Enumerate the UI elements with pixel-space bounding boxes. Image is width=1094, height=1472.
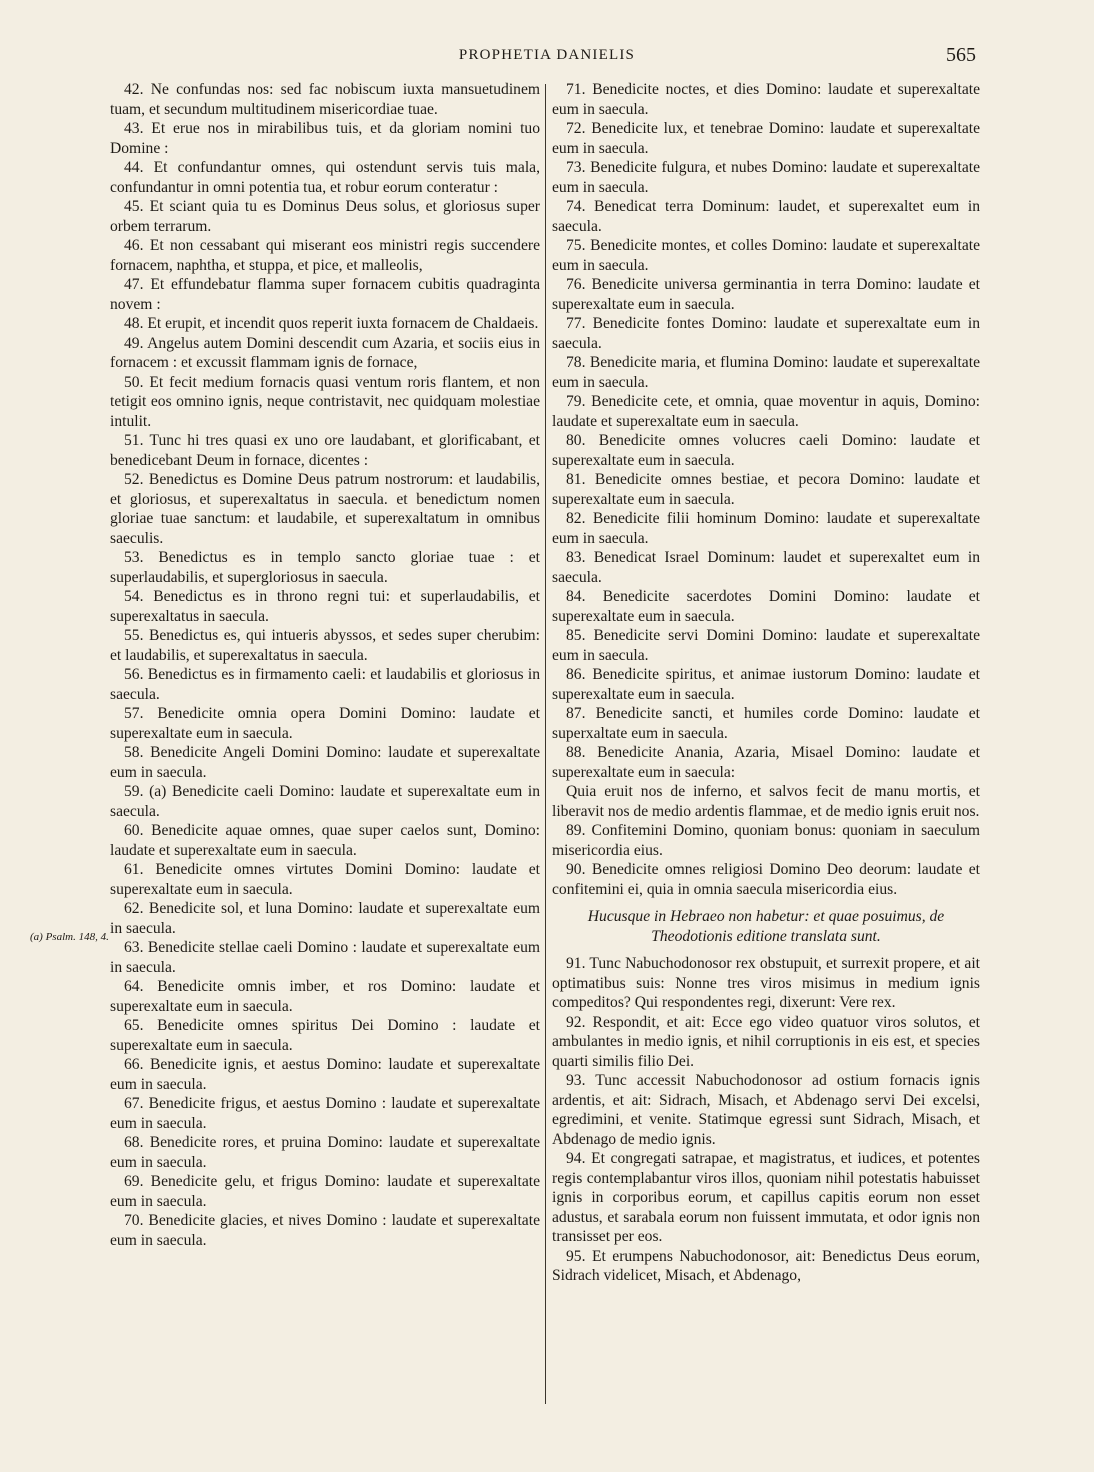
- verse-paragraph: 60. Benedicite aquae omnes, quae super caelos sunt, Domino: laudate et superexaltate eum in saecula.: [110, 822, 540, 859]
- verse-paragraph: 88. Benedicite Anania, Azaria, Misael Domino: laudate et superexaltate eum in saecula:: [552, 744, 980, 781]
- verse-paragraph: 44. Et confundantur omnes, qui ostendunt servis tuis mala, confundantur in omni potentia tua, et robur eorum conteratur :: [110, 159, 540, 196]
- verse-paragraph: 80. Benedicite omnes volucres caeli Domino: laudate et superexaltate eum in saecula.: [552, 432, 980, 469]
- verse-paragraph: 76. Benedicite universa germinantia in terra Domino: laudate et superexaltate eum in saecula.: [552, 276, 980, 313]
- verse-paragraph: 64. Benedicite omnis imber, et ros Domino: laudate et superexaltate eum in saecula.: [110, 978, 540, 1015]
- left-column: [110, 80, 540, 1250]
- verse-paragraph: Quia eruit nos de inferno, et salvos fecit de manu mortis, et liberavit nos de medio ardentis flammae, et de medio ignis eruit nos.: [552, 783, 980, 820]
- right-column: [552, 80, 980, 1286]
- verse-paragraph: 71. Benedicite noctes, et dies Domino: laudate et superexaltate eum in saecula.: [552, 81, 980, 118]
- verse-paragraph: 89. Confitemini Domino, quoniam bonus: quoniam in saeculum misericordia eius.: [552, 822, 980, 859]
- editorial-note: Hucusque in Hebraeo non habetur: et quae posuimus, de Theodotionis editione translata sunt.: [587, 908, 945, 945]
- verse-paragraph: 74. Benedicat terra Dominum: laudet, et superexaltet eum in saecula.: [552, 198, 980, 235]
- verse-paragraph: 55. Benedictus es, qui intueris abyssos, et sedes super cherubim: et laudabilis, et superexaltatus in saecula.: [110, 627, 540, 664]
- verse-paragraph: 56. Benedictus es in firmamento caeli: et laudabilis et gloriosus in saecula.: [110, 666, 540, 703]
- verse-paragraph: 68. Benedicite rores, et pruina Domino: laudate et superexaltate eum in saecula.: [110, 1134, 540, 1171]
- verse-paragraph: 86. Benedicite spiritus, et animae iustorum Domino: laudate et superexaltate eum in saecula.: [552, 666, 980, 703]
- verse-paragraph: 92. Respondit, et ait: Ecce ego video quatuor viros solutos, et ambulantes in medio ignis, et nihil corruptionis in eis est, et species quarti similis filio Dei.: [552, 1013, 980, 1070]
- verse-paragraph: 54. Benedictus es in throno regni tui: et superlaudabilis, et superexaltatus in saecula.: [110, 588, 540, 625]
- verse-paragraph: 59. (a) Benedicite caeli Domino: laudate et superexaltate eum in saecula.: [110, 783, 540, 820]
- verse-paragraph: 57. Benedicite omnia opera Domini Domino: laudate et superexaltate eum in saecula.: [110, 705, 540, 742]
- verse-paragraph: 50. Et fecit medium fornacis quasi ventum roris flantem, et non tetigit eos omnino ignis, neque contristavit, nec quidquam molestiae intulit.: [110, 373, 540, 430]
- verse-paragraph: 70. Benedicite glacies, et nives Domino : laudate et superexaltate eum in saecula.: [110, 1212, 540, 1249]
- verse-paragraph: 91. Tunc Nabuchodonosor rex obstupuit, et surrexit propere, et ait optimatibus suis: Nonne tres viros misimus in medium ignis compeditos? Qui respondentes regi, dixerunt: Vere rex.: [552, 955, 980, 1011]
- verse-paragraph: 81. Benedicite omnes bestiae, et pecora Domino: laudate et superexaltate eum in saecula.: [552, 471, 980, 508]
- verse-paragraph: 42. Ne confundas nos: sed fac nobiscum iuxta mansuetudinem tuam, et secundum multitudinem misericordiae tuae.: [110, 81, 540, 118]
- verse-paragraph: 62. Benedicite sol, et luna Domino: laudate et superexaltate eum in saecula.: [110, 900, 540, 937]
- running-header: PROPHETIA DANIELIS: [458, 47, 636, 63]
- verse-paragraph: 73. Benedicite fulgura, et nubes Domino: laudate et superexaltate eum in saecula.: [552, 159, 980, 196]
- verse-paragraph: 93. Tunc accessit Nabuchodonosor ad ostium fornacis ignis ardentis, et ait: Sidrach, Misach, et Abdenago servi Dei excelsi, egredimini, et venite. Statimque egressi sunt Sidrach, Misach, et Abdenago de medio ignis.: [552, 1072, 980, 1148]
- verse-paragraph: 69. Benedicite gelu, et frigus Domino: laudate et superexaltate eum in saecula.: [110, 1173, 540, 1210]
- verse-paragraph: 75. Benedicite montes, et colles Domino: laudate et superexaltate eum in saecula.: [552, 237, 980, 274]
- verse-paragraph: 90. Benedicite omnes religiosi Domino Deo deorum: laudate et confitemini ei, quia in omnia saecula misericordia eius.: [552, 861, 980, 898]
- verse-paragraph: 53. Benedictus es in templo sancto gloriae tuae : et superlaudabilis, et supergloriosus in saecula.: [110, 549, 540, 586]
- verse-paragraph: 46. Et non cessabant qui miserant eos ministri regis succendere fornacem, naphtha, et stuppa, et pice, et malleolis,: [110, 237, 540, 274]
- verse-paragraph: 47. Et effundebatur flamma super fornacem cubitis quadraginta novem :: [110, 276, 540, 313]
- verse-paragraph: 67. Benedicite frigus, et aestus Domino : laudate et superexaltate eum in saecula.: [110, 1095, 540, 1132]
- verse-paragraph: 45. Et sciant quia tu es Dominus Deus solus, et gloriosus super orbem terrarum.: [110, 198, 540, 235]
- verse-paragraph: 66. Benedicite ignis, et aestus Domino: laudate et superexaltate eum in saecula.: [110, 1056, 540, 1093]
- verse-paragraph: 43. Et erue nos in mirabilibus tuis, et da gloriam nomini tuo Domine :: [110, 120, 540, 157]
- verse-paragraph: 94. Et congregati satrapae, et magistratus, et iudices, et potentes regis contemplabantur viros illos, quoniam nihil potestatis habuisset ignis in corporibus eorum, et capillus capitis eorum non esset adustus, et sarabala eorum non fuissent immutata, et odor ignis non transisset per eos.: [552, 1150, 980, 1245]
- verse-paragraph: 84. Benedicite sacerdotes Domini Domino: laudate et superexaltate eum in saecula.: [552, 588, 980, 625]
- verse-paragraph: 78. Benedicite maria, et flumina Domino: laudate et superexaltate eum in saecula.: [552, 354, 980, 391]
- verse-paragraph: 82. Benedicite filii hominum Domino: laudate et superexaltate eum in saecula.: [552, 510, 980, 547]
- verse-paragraph: 72. Benedicite lux, et tenebrae Domino: laudate et superexaltate eum in saecula.: [552, 120, 980, 157]
- verse-paragraph: 87. Benedicite sancti, et humiles corde Domino: laudate et superxaltate eum in saecula.: [552, 705, 980, 742]
- verse-paragraph: 83. Benedicat Israel Dominum: laudet et superexaltet eum in saecula.: [552, 549, 980, 586]
- page-number: 565: [946, 44, 976, 66]
- verse-paragraph: 51. Tunc hi tres quasi ex uno ore laudabant, et glorificabant, et benedicebant Deum in fornace, dicentes :: [110, 432, 540, 469]
- verse-paragraph: 95. Et erumpens Nabuchodonosor, ait: Benedictus Deus eorum, Sidrach videlicet, Misach, et Abdenago,: [552, 1247, 980, 1284]
- verse-paragraph: 77. Benedicite fontes Domino: laudate et superexaltate eum in saecula.: [552, 315, 980, 352]
- verse-paragraph: 85. Benedicite servi Domini Domino: laudate et superexaltate eum in saecula.: [552, 627, 980, 664]
- verse-paragraph: 49. Angelus autem Domini descendit cum Azaria, et sociis eius in fornacem : et excussit flammam ignis de fornace,: [110, 334, 540, 371]
- verse-paragraph: 48. Et erupit, et incendit quos reperit iuxta fornacem de Chaldaeis.: [124, 315, 539, 332]
- column-divider: [545, 84, 546, 1404]
- verse-paragraph: 52. Benedictus es Domine Deus patrum nostrorum: et laudabilis, et gloriosus, et superexaltatus in saecula. et benedictum nomen gloriae tuae sanctum: et laudabile, et superexaltatum in omnibus saeculis.: [110, 471, 540, 547]
- verse-paragraph: 65. Benedicite omnes spiritus Dei Domino : laudate et superexaltate eum in saecula.: [110, 1017, 540, 1054]
- margin-reference-note: (a) Psalm. 148, 4.: [30, 931, 109, 943]
- verse-paragraph: 79. Benedicite cete, et omnia, quae moventur in aquis, Domino: laudate et superexaltate eum in saecula.: [552, 393, 980, 430]
- verse-paragraph: 58. Benedicite Angeli Domini Domino: laudate et superexaltate eum in saecula.: [110, 744, 540, 781]
- verse-paragraph: 63. Benedicite stellae caeli Domino : laudate et superexaltate eum in saecula.: [110, 939, 540, 976]
- verse-paragraph: 61. Benedicite omnes virtutes Domini Domino: laudate et superexaltate eum in saecula.: [110, 861, 540, 898]
